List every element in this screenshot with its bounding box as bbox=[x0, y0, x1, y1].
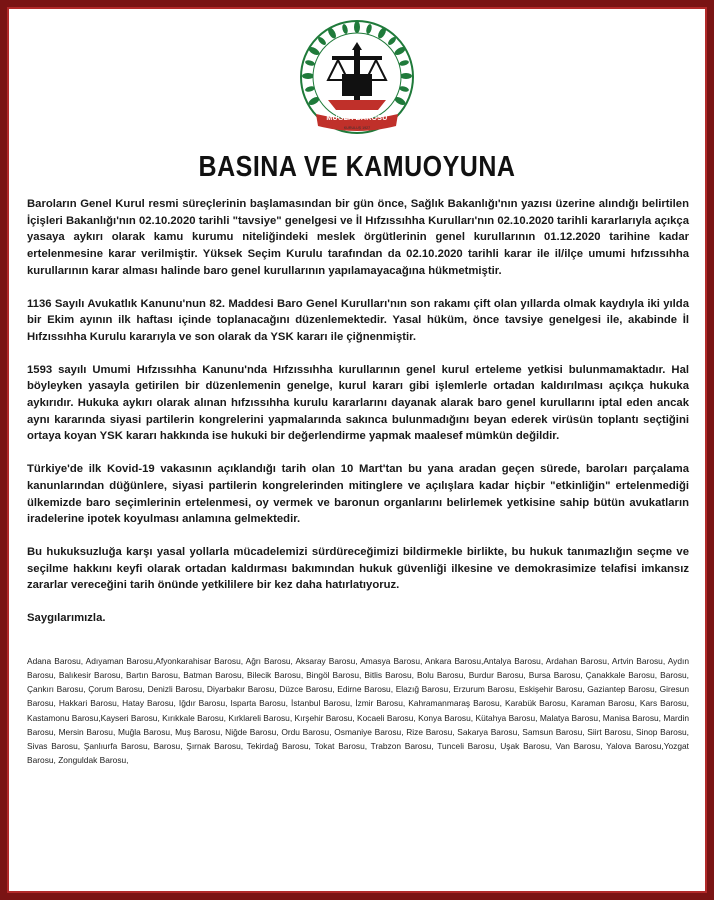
signatory-bar-associations-list: Adana Barosu, Adıyaman Barosu,Afyonkarahisar Barosu, Ağrı Barosu, Aksaray Barosu, Amasya Barosu, Ankara Barosu,Antalya Barosu, Ardahan Barosu, Artvin Barosu, Aydın Barosu, Balıkesir Barosu, Bartın Barosu, Batman Barosu, Bilecik Barosu, Bingöl Barosu, Bitlis Barosu, Bolu Barosu, Burdur Barosu, Bursa Barosu, Çanakkale Barosu, Barosu, Çankırı Barosu, Çorum Barosu, Denizli Barosu, Diyarbakır Barosu, Düzce Barosu, Edirne Barosu, Elazığ Barosu, Erzurum Barosu, Eskişehir Barosu, Gaziantep Barosu, Giresun Barosu, Hakkari Barosu, Hatay Barosu, Iğdır Barosu, Isparta Barosu, İstanbul Barosu, İzmir Barosu, Kahramanmaraş Barosu, Karabük Barosu, Karaman Barosu, Kars Barosu, Kastamonu Barosu,Kayseri Barosu, Kırıkkale Barosu, Kırklareli Barosu, Kırşehir Barosu, Kocaeli Barosu, Konya Barosu, Kütahya Barosu, Malatya Barosu, Manisa Barosu, Mardin Barosu, Mersin Barosu, Muğla Barosu, Muş Barosu, Niğde Barosu, Ordu Barosu, Osmaniye Barosu, Rize Barosu, Sakarya Barosu, Samsun Barosu, Siirt Barosu, Sinop Barosu, Sivas Barosu, Şanlıurfa Barosu, Barosu, Şırnak Barosu, Tekirdağ Barosu, Tokat Barosu, Trabzon Barosu, Tunceli Barosu, Uşak Barosu, Van Barosu, Yalova Barosu,Yozgat Barosu, Zonguldak Barosu, bbox=[27, 655, 689, 766]
paragraph-1: Baroların Genel Kurul resmi süreçlerinin başlamasından bir gün önce, Sağlık Bakanlığı'nın yazısı üzerine alındığı belirtilen İçişleri Bakanlığı'nın 02.10.2020 tarihli "tavsiye" genelgesi ve İl Hıfzıssıhha Kurulları'nın 02.10.2020 tarihli kararlarıyla açıkça yasaya aykırı olarak kamu kurumu niteliğindeki meslek örgütlerinin genel kurullarının 01.12.2020 tarihine kadar ertelenmesine karar verilmiştir. Yüksek Seçim Kurulu tarafından da 02.10.2020 tarihli karar ile il/ilçe umumi hıfzıssıhha kurullarının karar alması halinde baro genel kurullarının yapılamayacağına hükmetmiştir. bbox=[27, 198, 689, 277]
logo-subtitle: KURULUŞ 1927 bbox=[343, 126, 371, 130]
page-title: BASINA VE KAMUOYUNA bbox=[198, 150, 516, 184]
logo-title: MUĞLA BAROSU bbox=[326, 115, 388, 122]
paragraph-5: Bu hukuksuzluğa karşı yasal yollarla mücadelemizi sürdüreceğimizi bildirmekle birlikte, bu hukuk tanımazlığın seçme ve seçilme hakkını keyfi olarak ortadan kaldırması bakımından hukuk güvenliği ilkesine ve demokrasimize telafisi imkansız zararlar vereceğini tarih önünde yetkililere bir kez daha hatırlatıyoruz. bbox=[27, 545, 689, 592]
paragraph-2: 1136 Sayılı Avukatlık Kanunu'nun 82. Maddesi Baro Genel Kurulları'nın son rakamı çift olan yıllarda olmak kaydıyla iki yılda bir Ekim ayının ilk haftası içinde toplanacağını düzenlemektedir. Yasal hüküm, önce tavsiye genelgesi ile, akabinde İl Hıfzıssıhha Kurulu kararıyla ve son olarak da YSK kararı ile çiğnenmiştir. bbox=[27, 297, 689, 343]
paragraph-4: Türkiye'de ilk Kovid-19 vakasının açıklandığı tarih olan 10 Mart'tan bu yana aradan geçen sürede, baroları parçalama kanunlarından düğünlere, siyasi partilerin kongrelerinden mitinglere ve açılışlara kadar hiçbir "etkinliğin" ertelenmediği ülkemizde baro seçimlerinin ertelenmesi, oy vermek ve baronun organlarını belirlemek yetkisine sahip bütün avukatların iradelerine ipotek koyulması anlamına gelmektedir. bbox=[27, 463, 689, 526]
closing-greeting: Saygılarımızla. bbox=[27, 612, 106, 625]
paragraph-3: 1593 sayılı Umumi Hıfzıssıhha Kanunu'nda Hıfzıssıhha kurullarının genel kurul erteleme yetkisi bulunmamaktadır. Hal böyleyken yasayla getirilen bir düzenlemenin genelge, kurul kararı gibi işlemlerle ortadan kaldırılması açıkça hukuka aykırıdır. Hukuka aykırı olarak alınan hıfzıssıhha kurulu kararlarını dayanak alarak baro genel kurullarını iptal eden ancak aynı kararında siyasi partilerin kongrelerini yapmalarında sakınca bulunmadığını beyan ederek virüsün toplantı seçtiğini ortaya koyan YSK kararı hakkında ise hukuki bir değerlendirme yapmak maalesef mümkün değildir. bbox=[27, 363, 689, 443]
statement-body bbox=[27, 196, 689, 767]
bar-association-logo bbox=[298, 18, 416, 136]
press-release-page bbox=[14, 12, 700, 888]
